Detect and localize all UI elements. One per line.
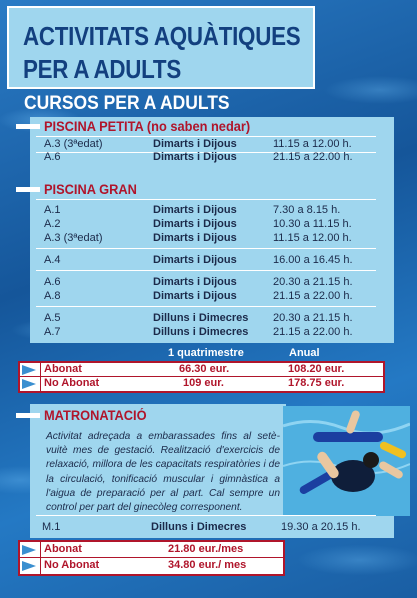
table-row [44,204,374,218]
column-separator [40,542,41,557]
table-row [44,312,374,326]
price-column-quatrimestre: 1 quatrimestre [168,347,244,359]
table-row [44,232,374,246]
course-code: A.3 (3ªedat) [44,232,103,244]
course-days: Dimarts i Dijous [153,254,237,266]
table-row [44,326,374,340]
piscina-gran-title: PISCINA GRAN [44,181,137,197]
course-code: A.5 [44,312,61,324]
swimmer-photo [283,406,410,516]
course-days: Dimarts i Dijous [153,290,237,302]
course-days: Dimarts i Dijous [153,151,237,163]
price-anual: 108.20 eur. [288,363,345,375]
arrow-right-icon [22,561,36,571]
course-code: A.7 [44,326,61,338]
course-time: 11.15 a 12.00 h. [273,232,352,244]
column-separator [40,558,41,574]
course-days: Dimarts i Dijous [153,204,237,216]
course-time: 10.30 a 11.15 h. [273,218,352,230]
arrow-right-icon [22,365,36,375]
course-time: 20.30 a 21.15 h. [273,312,353,324]
matronatacio-price-table [18,540,285,576]
swimmer-image [283,406,410,516]
heading-bullet-icon [16,124,40,129]
divider [36,270,376,271]
price-monthly: 21.80 eur./mes [168,543,244,555]
price-quatrimestre: 66.30 eur. [179,363,230,375]
price-label: Abonat [44,363,82,375]
course-code: A.4 [44,254,61,266]
course-days: Dimarts i Dijous [153,138,237,150]
divider [36,515,376,516]
matronatacio-heading [16,407,152,423]
course-days: Dilluns i Dimecres [151,521,247,533]
course-price-table [18,361,385,393]
course-code: A.2 [44,218,61,230]
divider [36,306,376,307]
table-row [44,290,374,304]
table-row [44,138,374,152]
column-separator [40,363,41,376]
price-label: Abonat [44,543,82,555]
heading-bullet-icon [16,413,40,418]
course-code: A.6 [44,151,61,163]
divider [36,199,376,200]
piscina-petita-title: PISCINA PETITA (no saben nedar) [44,118,251,134]
divider [36,136,376,137]
title-line-1: ACTIVITATS AQUÀTIQUES [23,21,301,51]
course-code: M.1 [42,521,61,533]
price-anual: 178.75 eur. [288,377,345,389]
course-code: A.6 [44,276,61,288]
price-row-abonat [20,542,283,558]
course-time: 21.15 a 22.00 h. [273,326,353,338]
price-label: No Abonat [44,377,100,389]
arrow-right-icon [22,545,36,555]
heading-bullet-icon [16,187,40,192]
course-code: A.3 (3ªedat) [44,138,103,150]
course-time: 21.15 a 22.00 h. [273,151,353,163]
divider [36,248,376,249]
price-quatrimestre: 109 eur. [183,377,224,389]
course-code: A.1 [44,204,61,216]
price-label: No Abonat [44,559,100,571]
price-row-no-abonat [20,558,283,574]
piscina-petita-heading [16,118,261,134]
course-days: Dilluns i Dimecres [153,326,249,338]
arrow-right-icon [22,379,36,389]
price-row-abonat [20,363,383,377]
course-days: Dimarts i Dijous [153,276,237,288]
title-box [7,6,315,89]
course-time: 11.15 a 12.00 h. [273,138,352,150]
course-days: Dimarts i Dijous [153,232,237,244]
column-separator [40,377,41,391]
course-days: Dimarts i Dijous [153,218,237,230]
course-time: 20.30 a 21.15 h. [273,276,353,288]
course-time: 7.30 a 8.15 h. [273,204,341,216]
course-time: 19.30 a 20.15 h. [281,521,361,533]
price-row-no-abonat [20,377,383,391]
piscina-gran-heading [16,181,142,197]
course-days: Dilluns i Dimecres [153,312,249,324]
page-subtitle: CURSOS PER A ADULTS [24,93,230,114]
table-row [44,151,374,165]
table-row [44,218,374,232]
matronatacio-description: Activitat adreçada a embarassades fins al setè-vuitè mes de gestació. Realització d'exercicis de relaxació, millora de les capacitats respiratòries i de la circulació, tonificació muscular i gimnàstica a l'aigua de preparació per al part. Cal sempre un control per part del ginecòleg corresponent. [46,431,280,514]
course-time: 21.15 a 22.00 h. [273,290,353,302]
price-column-anual: Anual [289,347,320,359]
table-row [44,276,374,290]
title-line-2: PER A ADULTS [23,54,181,84]
table-row [42,521,372,535]
course-time: 16.00 a 16.45 h. [273,254,353,266]
course-code: A.8 [44,290,61,302]
matronatacio-title: MATRONATACIÓ [44,407,147,423]
price-monthly: 34.80 eur./ mes [168,559,247,571]
table-row [44,254,374,268]
